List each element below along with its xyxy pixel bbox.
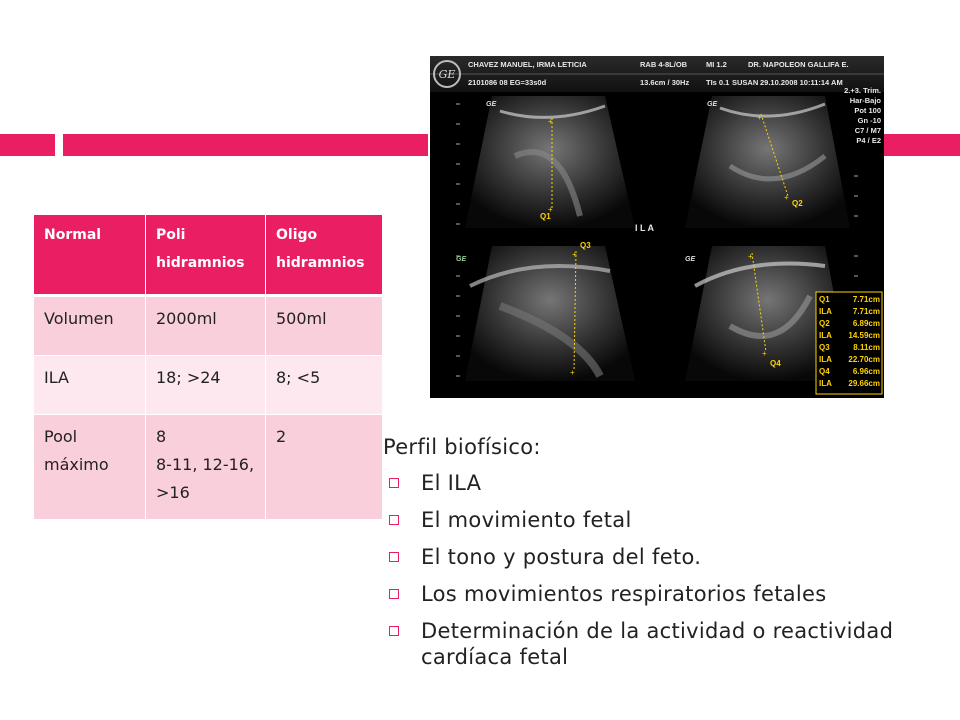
depth-label: 13.6cm / 30Hz <box>640 78 690 87</box>
svg-text:+: + <box>757 113 762 122</box>
table-cell: Volumen <box>34 296 146 356</box>
square-bullet-icon <box>389 626 399 636</box>
svg-text:Pot 100: Pot 100 <box>854 106 881 115</box>
list-item-text: Los movimientos respiratorios fetales <box>421 582 827 606</box>
header-cell: Oligo hidramnios <box>266 215 383 296</box>
table-cell: 8 8-11, 12-16, >16 <box>146 415 266 520</box>
table-row <box>34 296 383 356</box>
list-item-text: El tono y postura del feto. <box>421 545 702 569</box>
svg-text:6.89cm: 6.89cm <box>852 319 880 328</box>
svg-text:Har-Bajo: Har-Bajo <box>849 96 881 105</box>
marker-q1: Q1 <box>540 212 551 221</box>
table-row <box>34 356 383 415</box>
table-cell: Pool máximo <box>34 415 146 520</box>
accent-bar-right <box>884 134 960 156</box>
svg-text:8.11cm: 8.11cm <box>853 343 880 352</box>
table-cell: 2 <box>266 415 383 520</box>
svg-text:7.71cm: 7.71cm <box>852 307 880 316</box>
list-item <box>383 544 943 570</box>
svg-text:29.66cm: 29.66cm <box>848 379 880 388</box>
svg-text:+: + <box>748 252 753 261</box>
svg-text:+: + <box>572 250 577 259</box>
amniotic-fluid-table <box>34 215 383 519</box>
marker-q4: Q4 <box>770 359 781 368</box>
square-bullet-icon <box>389 552 399 562</box>
accent-bar-left <box>0 134 55 156</box>
svg-text:Q2: Q2 <box>819 319 830 328</box>
list-item-text: El ILA <box>421 471 482 495</box>
svg-text:2.+3. Trim.: 2.+3. Trim. <box>844 86 881 95</box>
svg-text:GE: GE <box>707 101 718 108</box>
svg-text:Q3: Q3 <box>819 343 830 352</box>
tis-label: TIs 0.1 <box>706 78 730 87</box>
datetime-label: 29.10.2008 10:11:14 AM <box>760 78 843 87</box>
header-cell: Normal <box>34 215 146 296</box>
svg-text:C7 / M7: C7 / M7 <box>854 126 881 135</box>
svg-text:GE: GE <box>456 256 467 263</box>
table-cell: ILA <box>34 356 146 415</box>
svg-text:ILA: ILA <box>819 355 832 364</box>
scan-quadrant-3 <box>465 246 635 381</box>
svg-text:6.96cm: 6.96cm <box>852 367 880 376</box>
mi-label: MI 1.2 <box>706 60 727 69</box>
table-row <box>34 415 383 520</box>
ultrasound-image <box>430 56 884 398</box>
list-item <box>383 581 943 607</box>
table-cell: 18; >24 <box>146 356 266 415</box>
svg-text:GE: GE <box>685 256 696 263</box>
svg-text:GE: GE <box>438 68 456 81</box>
list-title: Perfil biofísico: <box>383 435 541 459</box>
table-cell: 2000ml <box>146 296 266 356</box>
svg-text:22.70cm: 22.70cm <box>848 355 880 364</box>
svg-text:+: + <box>570 368 575 377</box>
svg-text:Q4: Q4 <box>819 367 830 376</box>
header-cell: Poli hidramnios <box>146 215 266 296</box>
svg-text:ILA: ILA <box>819 379 832 388</box>
svg-text:P4 / E2: P4 / E2 <box>856 136 881 145</box>
patient-name: CHAVEZ MANUEL, IRMA LETICIA <box>468 60 587 69</box>
patient-id: 2101086 08 EG=33s0d <box>468 78 547 87</box>
svg-text:7.71cm: 7.71cm <box>852 295 880 304</box>
probe-label: RAB 4-8L/OB <box>640 60 688 69</box>
doctor-name: DR. NAPOLEON GALLIFA E. <box>748 60 849 69</box>
table-header-row <box>34 215 383 296</box>
biophysical-profile-list <box>383 432 943 681</box>
svg-text:14.59cm: 14.59cm <box>848 331 880 340</box>
marker-q2: Q2 <box>792 199 803 208</box>
square-bullet-icon <box>389 515 399 525</box>
list-item-text: El movimiento fetal <box>421 508 632 532</box>
square-bullet-icon <box>389 478 399 488</box>
svg-text:ILA: ILA <box>819 307 832 316</box>
svg-text:+: + <box>784 193 789 202</box>
svg-text:GE: GE <box>486 101 497 108</box>
list-item <box>383 507 943 533</box>
svg-text:Gn -10: Gn -10 <box>857 116 881 125</box>
table-cell: 8; <5 <box>266 356 383 415</box>
scan-quadrant-2 <box>685 96 850 228</box>
svg-text:+: + <box>762 349 767 358</box>
ila-center-label: I L A <box>635 223 655 233</box>
marker-q3: Q3 <box>580 241 591 250</box>
list-item-text: Determinación de la actividad o reactividad cardíaca fetal <box>421 619 894 669</box>
svg-text:Q1: Q1 <box>819 295 830 304</box>
svg-text:+: + <box>548 117 553 126</box>
svg-text:+: + <box>548 205 553 214</box>
table-cell: 500ml <box>266 296 383 356</box>
list-item <box>383 470 943 496</box>
square-bullet-icon <box>389 589 399 599</box>
accent-bar-middle <box>63 134 428 156</box>
svg-text:ILA: ILA <box>819 331 832 340</box>
operator-label: SUSAN <box>732 78 759 87</box>
list-item <box>383 618 943 670</box>
